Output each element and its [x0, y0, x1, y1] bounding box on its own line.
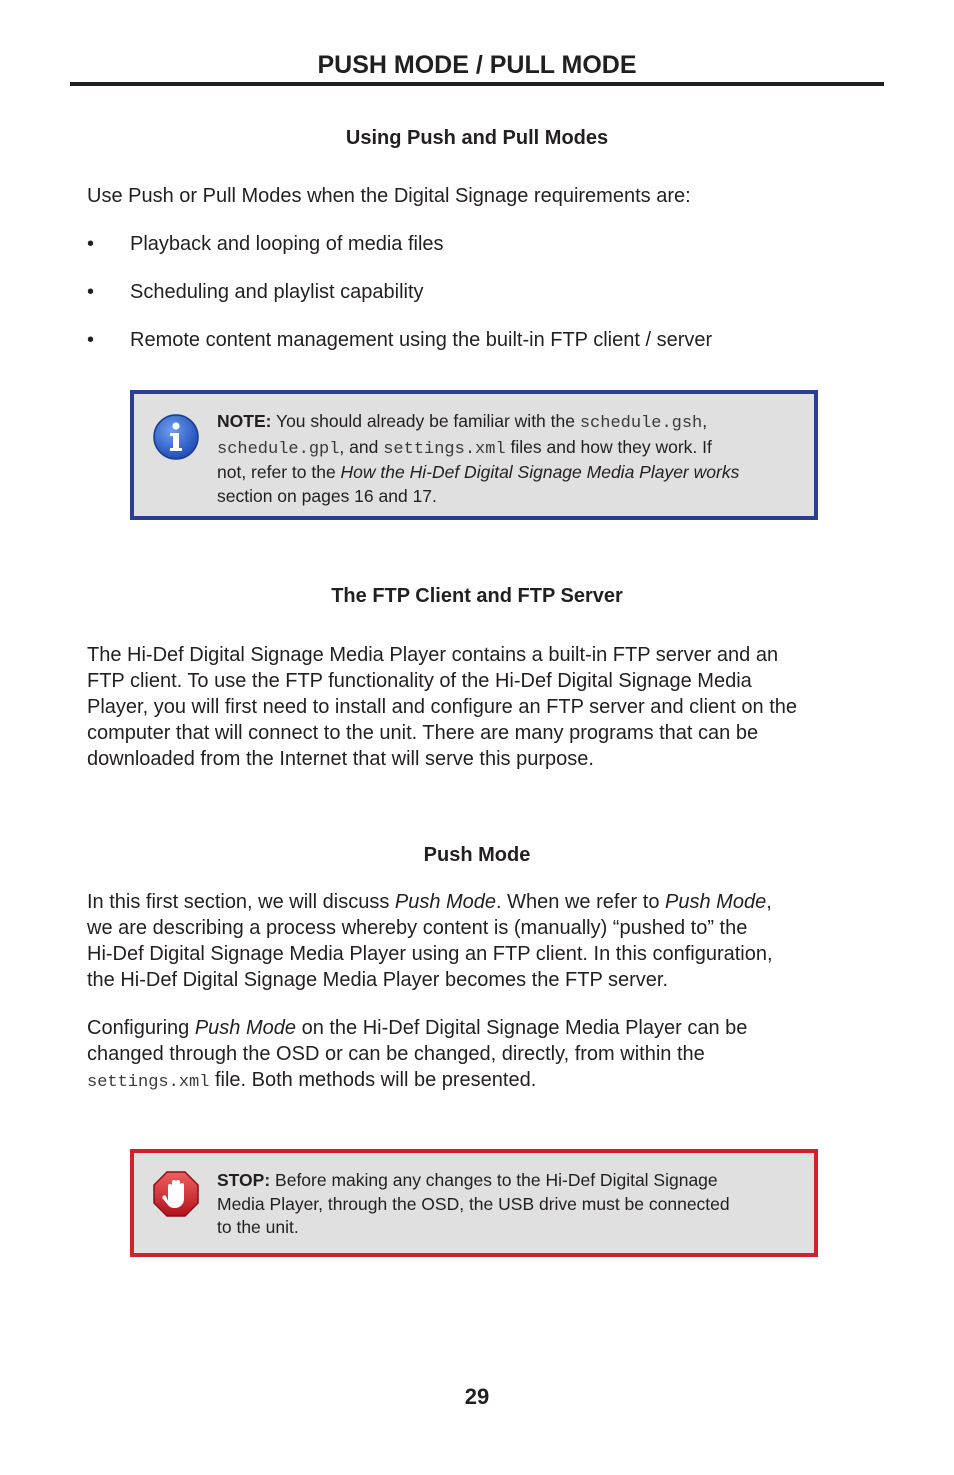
stop-text-segment: to the unit.	[217, 1217, 299, 1237]
note-text-segment: You should already be familiar with the	[271, 411, 580, 431]
paragraph-segment: . When we refer to	[496, 891, 666, 913]
stop-text-segment: Media Player, through the OSD, the USB drive must be connected	[217, 1193, 730, 1214]
section-reference: How the Hi-Def Digital Signage Media Player works	[340, 462, 740, 482]
note-callout	[130, 390, 818, 520]
stop-callout	[130, 1149, 818, 1257]
filename-settings-xml: settings.xml	[383, 439, 506, 459]
stop-hand-icon	[153, 1171, 199, 1217]
section-heading-push-mode: Push Mode	[423, 844, 531, 866]
push-mode-term: Push Mode	[394, 891, 497, 913]
filename-settings-xml: settings.xml	[87, 1073, 210, 1092]
paragraph-line: the Hi-Def Digital Signage Media Player becomes the FTP server.	[87, 969, 669, 991]
paragraph-line: we are describing a process whereby content is (manually) “pushed to” the	[87, 917, 748, 939]
list-item-text: Playback and looping of media files	[130, 233, 444, 255]
paragraph-line: changed through the OSD or can be changed, directly, from within the	[87, 1043, 705, 1065]
bullet-marker: •	[87, 233, 95, 255]
paragraph-segment: file. Both methods will be presented.	[209, 1069, 537, 1091]
page-number: 29	[464, 1384, 490, 1409]
note-label: NOTE:	[217, 411, 272, 431]
paragraph-line: The Hi-Def Digital Signage Media Player contains a built-in FTP server and an	[87, 644, 779, 666]
paragraph-segment: on the Hi-Def Digital Signage Media Player can be	[296, 1017, 748, 1039]
bullet-marker: •	[87, 329, 95, 351]
push-mode-paragraph-1	[87, 889, 867, 993]
paragraph-line: Player, you will first need to install and configure an FTP server and client on the	[87, 696, 798, 718]
push-mode-term: Push Mode	[194, 1017, 297, 1039]
stop-text-segment: Before making any changes to the Hi-Def Digital Signage	[270, 1170, 718, 1190]
paragraph-segment: ,	[766, 891, 772, 913]
list-item-text: Remote content management using the built-in FTP client / server	[130, 329, 713, 351]
bullet-marker: •	[87, 281, 95, 303]
push-mode-term: Push Mode	[665, 891, 767, 913]
note-text-segment: not, refer to the	[217, 462, 341, 482]
paragraph-line: Hi-Def Digital Signage Media Player using an FTP client. In this configuration,	[87, 943, 773, 965]
paragraph-line: downloaded from the Internet that will serve this purpose.	[87, 748, 594, 770]
ftp-paragraph	[87, 642, 867, 772]
note-text-segment: files and how they work. If	[505, 436, 712, 457]
filename-schedule-gpl: schedule.gpl	[217, 439, 340, 459]
push-mode-paragraph-2	[87, 1015, 867, 1096]
note-text-segment: section on pages 16 and 17.	[217, 485, 437, 506]
section-heading-push-pull: Using Push and Pull Modes	[345, 127, 609, 149]
paragraph-segment: In this first section, we will discuss	[87, 891, 395, 913]
paragraph-line: FTP client. To use the FTP functionality of the Hi-Def Digital Signage Media	[87, 670, 752, 692]
page-title: PUSH MODE / PULL MODE	[317, 51, 637, 79]
stop-label: STOP:	[217, 1170, 271, 1190]
title-rule	[70, 82, 884, 86]
intro-paragraph: Use Push or Pull Modes when the Digital Signage requirements are:	[87, 185, 691, 207]
filename-schedule-gsh: schedule.gsh	[579, 414, 703, 433]
paragraph-segment: Configuring	[87, 1017, 195, 1039]
stop-text	[217, 1169, 807, 1240]
info-icon	[153, 414, 199, 460]
section-heading-ftp: The FTP Client and FTP Server	[331, 585, 623, 607]
list-item-text: Scheduling and playlist capability	[130, 281, 424, 303]
note-text-segment: , and	[339, 436, 384, 457]
note-text-segment: ,	[702, 411, 708, 431]
paragraph-line: computer that will connect to the unit. There are many programs that can be	[87, 722, 759, 744]
note-text	[217, 410, 807, 508]
